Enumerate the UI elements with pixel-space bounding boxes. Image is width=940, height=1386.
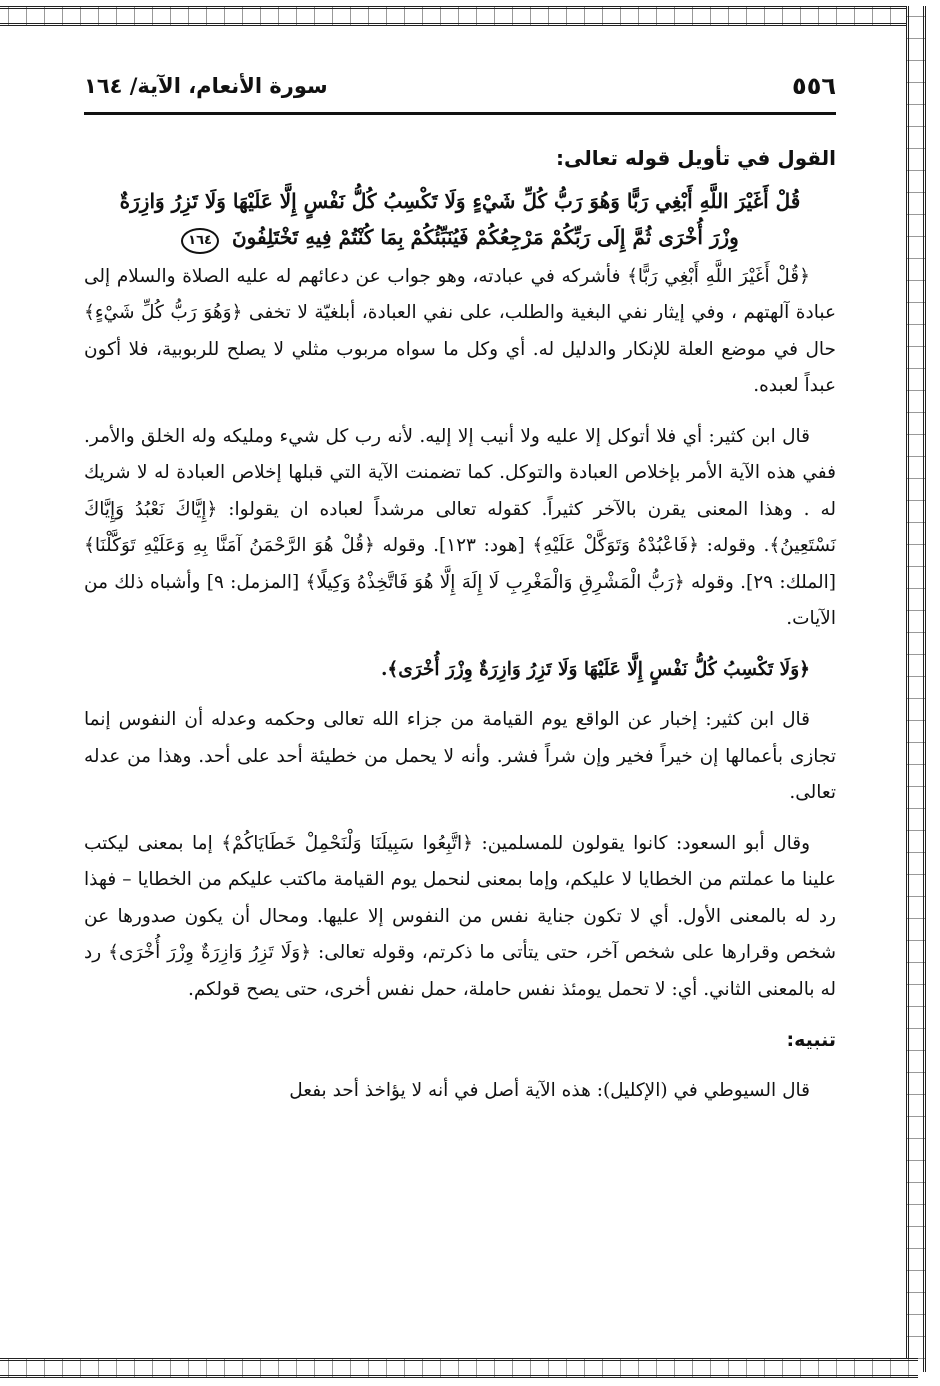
section-heading: القول في تأويل قوله تعالى: [556, 146, 836, 170]
quoted-verse-line: ﴿وَلَا تَكْسِبُ كُلُّ نَفْسٍ إِلَّا عَلَيْهَا وَلَا تَزِرُ وَازِرَةٌ وِزْرَ أُخْرَى﴾. [380, 658, 810, 680]
page-number: ٥٥٦ [792, 72, 836, 100]
ayah-number-marker: ١٦٤ [181, 228, 219, 254]
verse-line-1: قُلْ أَغَيْرَ اللَّهِ أَبْغِي رَبًّا وَهُوَ رَبُّ كُلِّ شَيْءٍ وَلَا تَكْسِبُ كُلُّ نَفْسٍ إِلَّا عَلَيْهَا وَلَا تَزِرُ وَازِرَةٌ [119, 188, 801, 213]
ornamental-border-bottom [0, 1358, 918, 1378]
verse-line-2-text: وِزْرَ أُخْرَى ثُمَّ إِلَى رَبِّكُمْ مَرْجِعُكُمْ فَيُنَبِّئُكُمْ بِمَا كُنْتُمْ فِيهِ تَخْتَلِفُونَ [231, 224, 739, 249]
commentary-paragraph-3: قال ابن كثير: إخبار عن الواقع يوم القيامة من جزاء الله تعالى وحكمه وعدله أن النفوس إنما تجازى بأعمالها إن خيراً فخير وإن شراً فشر. وأنه لا يحمل من خطيئة أحد على أحد. وهذا من عدله تعالى. [84, 709, 836, 803]
running-title: سورة الأنعام، الآية/ ١٦٤ [84, 74, 328, 98]
page-body [84, 140, 836, 1109]
note-heading: تنبيه: [786, 1029, 836, 1051]
page-header [84, 72, 836, 115]
commentary-paragraph-4: وقال أبو السعود: كانوا يقولون للمسلمين: ﴿اتَّبِعُوا سَبِيلَنَا وَلْنَحْمِلْ خَطَايَاكُمْ﴾ إما بمعنى ليكتب علينا ما عملتم من الخطايا لا عليكم، وإما بمعنى لنحمل يوم القيامة ماكتب عليكم من الخطايا – فهذا رد له بالمعنى الأول. أي لا تكون جناية نفس من النفوس إلا عليها. ومحال أن يكون صدورها عن شخص وقرارها على شخص آخر، حتى يتأتى ما ذكرتم، وقوله تعالى: ﴿وَلَا تَزِرُ وَازِرَةٌ وِزْرَ أُخْرَى﴾ رد له بالمعنى الثاني. أي: لا تحمل يومئذ نفس حاملة، حمل نفس أخرى، حتى يصح قولكم. [84, 832, 836, 1000]
commentary-paragraph-1: ﴿قُلْ أَغَيْرَ اللَّهِ أَبْغِي رَبًّا﴾ فأشركه في عبادته، وهو جواب عن دعائهم له عليه الصلاة والسلام إلى عبادة آلهتهم ، وفي إيثار نفي البغية والطلب، على نفي العبادة، أبلغيّة لا تخفى ﴿وَهُوَ رَبُّ كُلِّ شَيْءٍ﴾ حال في موضع العلة للإنكار والدليل له. أي وكل ما سواه مربوب مثلي لا يصلح للربوبية، فلا أكون عبداً لعبده. [84, 265, 836, 396]
commentary-paragraph-5: قال السيوطي في (الإكليل): هذه الآية أصل في أنه لا يؤاخذ أحد بفعل [289, 1079, 810, 1101]
ornamental-border-right [906, 6, 926, 1372]
commentary-paragraph-2: قال ابن كثير: أي فلا أتوكل إلا عليه ولا أنيب إلا إليه. لأنه رب كل شيء ومليكه وله الخلق والأمر. ففي هذه الآية الأمر بإخلاص العبادة والتوكل. كما تضمنت الآية التي قبلها إخلاص العبادة له لا شريك له . وهذا المعنى يقرن بالآخر كثيراً. كقوله تعالى مرشداً لعباده ان يقولوا: ﴿إِيَّاكَ نَعْبُدُ وَإِيَّاكَ نَسْتَعِينُ﴾. وقوله: ﴿فَاعْبُدْهُ وَتَوَكَّلْ عَلَيْهِ﴾ [هود: ١٢٣]. وقوله ﴿قُلْ هُوَ الرَّحْمَنُ آمَنَّا بِهِ وَعَلَيْهِ تَوَكَّلْنَا﴾ [الملك: ٢٩]. وقوله ﴿رَبُّ الْمَشْرِقِ وَالْمَغْرِبِ لَا إِلَهَ إِلَّا هُوَ فَاتَّخِذْهُ وَكِيلًا﴾ [المزمل: ٩] وأشباه ذلك من الآيات. [84, 425, 836, 629]
quran-verse-block [84, 183, 836, 255]
ornamental-border-top [0, 6, 918, 26]
verse-line-2 [84, 219, 836, 255]
